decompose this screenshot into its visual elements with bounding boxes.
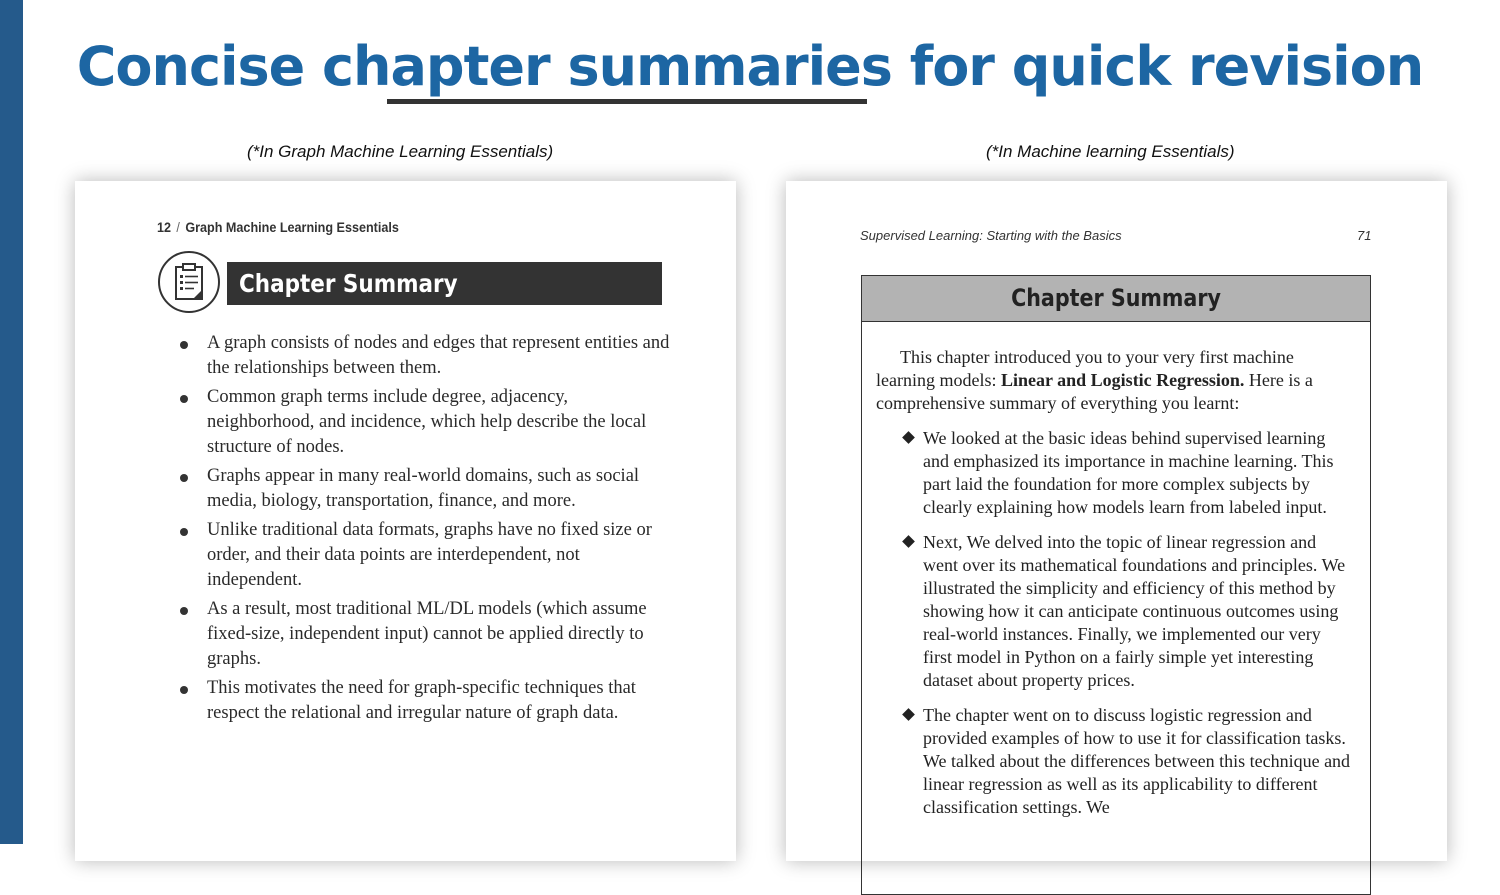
- header-separator: /: [176, 219, 180, 235]
- list-item: Graphs appear in many real-world domains, such as social media, biology, transportation, finance, and more.: [180, 464, 670, 514]
- diamond-bullet-icon: [902, 708, 915, 721]
- left-caption: (*In Graph Machine Learning Essentials): [247, 142, 554, 161]
- diamond-bullet-icon: [902, 535, 915, 548]
- right-book-page: [786, 181, 1447, 861]
- intro-bold-text: Linear and Logistic Regression.: [1000, 370, 1245, 390]
- bullet-dot-icon: [180, 395, 188, 403]
- list-item: Next, We delved into the topic of linear regression and went over its mathematical foundations and principles. We illustrated the simplicity and efficiency of this method by showing how it can anticipate continuous outcomes using real-world instances. Finally, we implemented our very first model in Python on a fairly simple yet interesting dataset about property prices.: [902, 531, 1352, 692]
- right-running-head: Supervised Learning: Starting with the Basics: [860, 228, 1122, 243]
- checklist-clipboard-icon: [158, 251, 220, 313]
- right-summary-heading: Chapter Summary: [862, 276, 1370, 322]
- right-page-number: 71: [1357, 228, 1372, 243]
- slide-title: Concise chapter summaries for quick revision: [76, 35, 1424, 98]
- left-summary-list: [180, 331, 670, 730]
- left-page-header: [157, 219, 399, 235]
- bullet-dot-icon: [180, 686, 188, 694]
- slide-accent-bar: [0, 0, 23, 844]
- list-item: This motivates the need for graph-specific techniques that respect the relational and irregular nature of graph data.: [180, 676, 670, 726]
- left-book-title: Graph Machine Learning Essentials: [185, 219, 399, 235]
- list-item: Unlike traditional data formats, graphs have no fixed size or order, and their data points are interdependent, not independent.: [180, 518, 670, 593]
- bullet-dot-icon: [180, 474, 188, 482]
- right-summary-intro: This chapter introduced you to your very first machine learning models: Linear and Logistic Regression. Here is a comprehensive summary of everything you learnt:: [876, 347, 1313, 413]
- left-book-page: [75, 181, 736, 861]
- right-caption: (*In Machine learning Essentials): [986, 142, 1235, 161]
- bullet-dot-icon: [180, 607, 188, 615]
- list-item: We looked at the basic ideas behind supervised learning and emphasized its importance in machine learning. This part laid the foundation for more complex subjects by clearly explaining how models learn from labeled input.: [902, 427, 1352, 519]
- right-summary-box: [861, 275, 1371, 895]
- bullet-dot-icon: [180, 341, 188, 349]
- bullet-dot-icon: [180, 528, 188, 536]
- title-underline: [387, 99, 867, 104]
- list-item: Common graph terms include degree, adjacency, neighborhood, and incidence, which help describe the local structure of nodes.: [180, 385, 670, 460]
- left-page-number: 12: [157, 219, 172, 235]
- list-item: As a result, most traditional ML/DL models (which assume fixed-size, independent input) cannot be applied directly to graphs.: [180, 597, 670, 672]
- list-item: A graph consists of nodes and edges that represent entities and the relationships between them.: [180, 331, 670, 381]
- right-summary-list: [902, 427, 1352, 831]
- diamond-bullet-icon: [902, 431, 915, 444]
- list-item: The chapter went on to discuss logistic regression and provided examples of how to use it for classification tasks. We talked about the differences between this technique and linear regression as well as its applicability to different classification settings. We: [902, 704, 1352, 819]
- left-summary-heading: Chapter Summary: [227, 262, 662, 305]
